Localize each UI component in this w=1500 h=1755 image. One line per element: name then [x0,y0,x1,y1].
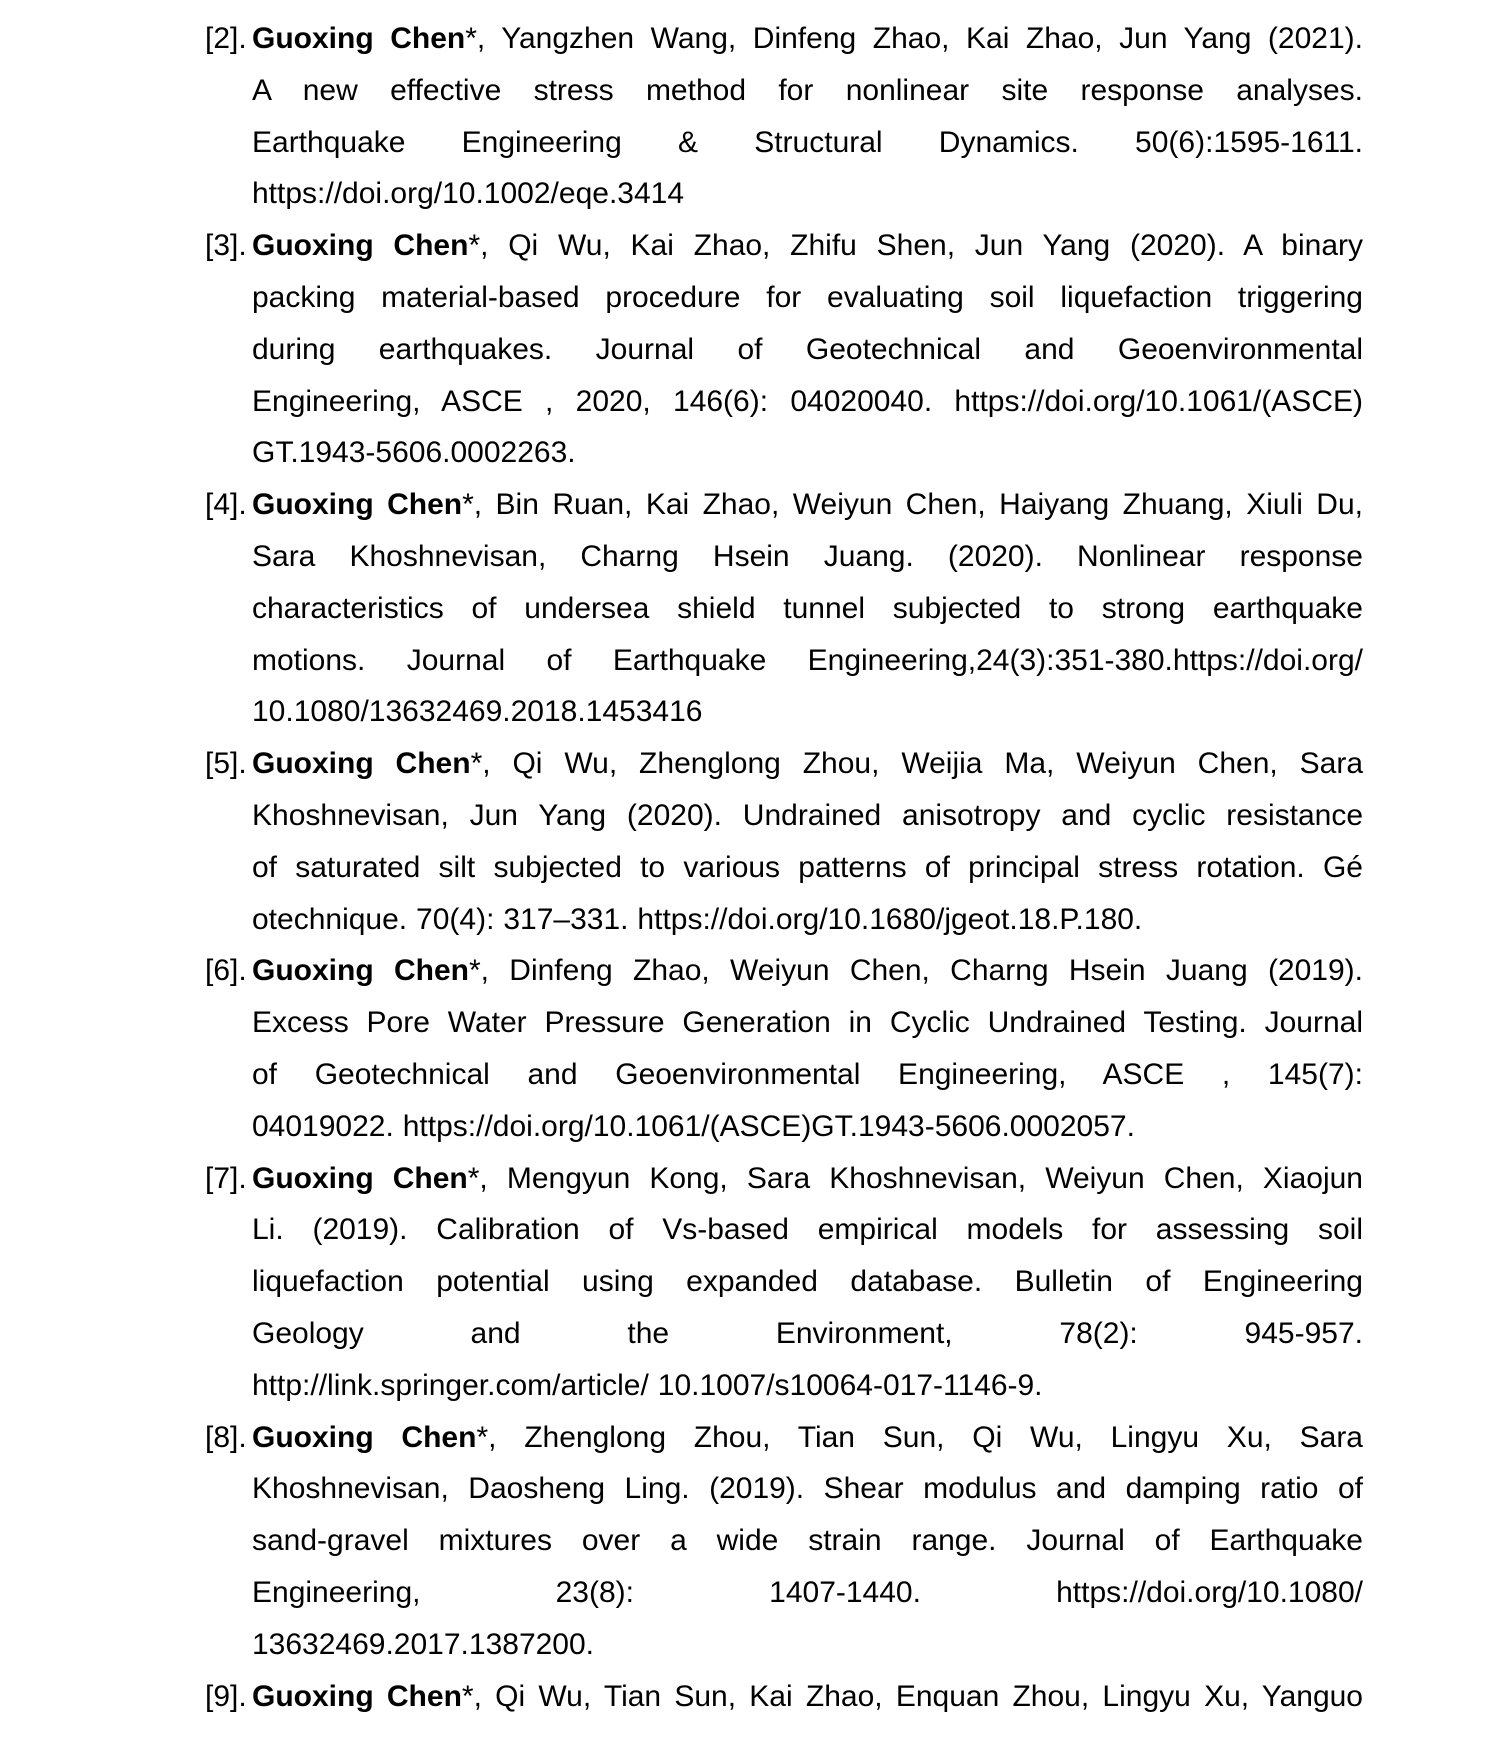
reference-first-line-text: *, Qi Wu, Kai Zhao, Zhifu Shen, Jun Yang (2020). A binary [468,229,1363,263]
reference-line: characteristics of undersea shield tunnel subjected to strong earthquake [252,591,1363,625]
reference-number: [4]. [205,488,247,522]
reference-line: Engineering, 23(8): 1407-1440. https://doi.org/10.1080/ [252,1575,1363,1609]
lead-author: Guoxing Chen [252,488,463,522]
reference-number: [7]. [205,1161,247,1195]
reference-line [252,13,1363,65]
reference-line: GT.1943-5606.0002263. [252,436,576,470]
reference-line: https://doi.org/10.1002/eqe.3414 [252,177,685,211]
reference-first-line-text: *, Bin Ruan, Kai Zhao, Weiyun Chen, Haiyang Zhuang, Xiuli Du, [462,488,1363,522]
reference-number: [2]. [205,22,247,55]
reference-line: Khoshnevisan, Jun Yang (2020). Undrained anisotropy and cyclic resistance [252,798,1363,832]
lead-author: Guoxing Chen [252,1420,477,1454]
reference-line [252,945,1363,997]
reference-first-line-text: *, Yangzhen Wang, Dinfeng Zhao, Kai Zhao, Jun Yang (2021). [465,22,1363,55]
reference-line: 04019022. https://doi.org/10.1061/(ASCE)GT.1943-5606.0002057. [252,1109,1135,1143]
reference-line: sand-gravel mixtures over a wide strain range. Journal of Earthquake [252,1524,1363,1558]
reference-number: [8]. [205,1420,247,1454]
reference-item [205,479,1363,738]
reference-first-line-text: *, Mengyun Kong, Sara Khoshnevisan, Weiyun Chen, Xiaojun [467,1161,1363,1195]
lead-author: Guoxing Chen [252,1679,462,1713]
reference-line: Engineering, ASCE , 2020, 146(6): 04020040. https://doi.org/10.1061/(ASCE) [252,384,1363,418]
reference-line [252,1153,1363,1205]
reference-line: of Geotechnical and Geoenvironmental Engineering, ASCE , 145(7): [252,1057,1363,1091]
reference-line: 10.1080/13632469.2018.1453416 [252,695,703,729]
reference-line [252,220,1363,272]
reference-number: [5]. [205,747,247,781]
reference-line: http://link.springer.com/article/ 10.1007/s10064-017-1146-9. [252,1368,1043,1402]
reference-line [252,1412,1363,1464]
reference-line: during earthquakes. Journal of Geotechnical and Geoenvironmental [252,332,1363,366]
reference-line: Khoshnevisan, Daosheng Ling. (2019). Shear modulus and damping ratio of [252,1472,1363,1506]
reference-first-line-text: *, Dinfeng Zhao, Weiyun Chen, Charng Hsein Juang (2019). [468,954,1363,988]
lead-author: Guoxing Chen [252,954,469,988]
reference-list [205,13,1363,1722]
reference-line: Earthquake Engineering & Structural Dynamics. 50(6):1595-1611. [252,125,1363,159]
reference-item [205,1412,1363,1671]
reference-number: [9]. [205,1679,247,1713]
reference-line: liquefaction potential using expanded database. Bulletin of Engineering [252,1265,1363,1299]
reference-item [205,1153,1363,1412]
reference-line: motions. Journal of Earthquake Engineering,24(3):351-380.https://doi.org/ [252,643,1363,677]
reference-line: packing material-based procedure for evaluating soil liquefaction triggering [252,280,1363,314]
reference-first-line-text: *, Zhenglong Zhou, Tian Sun, Qi Wu, Lingyu Xu, Sara [476,1420,1363,1454]
reference-number: [6]. [205,954,247,988]
reference-item [205,13,1363,220]
reference-line: of saturated silt subjected to various patterns of principal stress rotation. Gé [252,850,1363,884]
reference-line: Geology and the Environment, 78(2): 945-957. [252,1316,1363,1350]
reference-item [205,945,1363,1152]
reference-line: otechnique. 70(4): 317–331. https://doi.org/10.1680/jgeot.18.P.180. [252,902,1143,936]
reference-line: 13632469.2017.1387200. [252,1627,595,1661]
reference-item [205,220,1363,479]
reference-item [205,738,1363,945]
lead-author: Guoxing Chen [252,747,471,781]
reference-first-line-text: *, Qi Wu, Tian Sun, Kai Zhao, Enquan Zhou, Lingyu Xu, Yanguo [461,1679,1363,1713]
lead-author: Guoxing Chen [252,229,469,263]
reference-line [252,1671,1363,1723]
lead-author: Guoxing Chen [252,1161,468,1195]
reference-line: Excess Pore Water Pressure Generation in Cyclic Undrained Testing. Journal [252,1006,1363,1040]
reference-line [252,479,1363,531]
reference-line: A new effective stress method for nonlinear site response analyses. [252,73,1363,107]
reference-number: [3]. [205,229,247,263]
reference-line [252,738,1363,790]
reference-line: Sara Khoshnevisan, Charng Hsein Juang. (2020). Nonlinear response [252,539,1363,573]
reference-line: Li. (2019). Calibration of Vs-based empirical models for assessing soil [252,1213,1363,1247]
reference-item [205,1671,1363,1723]
lead-author: Guoxing Chen [252,22,466,55]
reference-first-line-text: *, Qi Wu, Zhenglong Zhou, Weijia Ma, Weiyun Chen, Sara [470,747,1364,781]
